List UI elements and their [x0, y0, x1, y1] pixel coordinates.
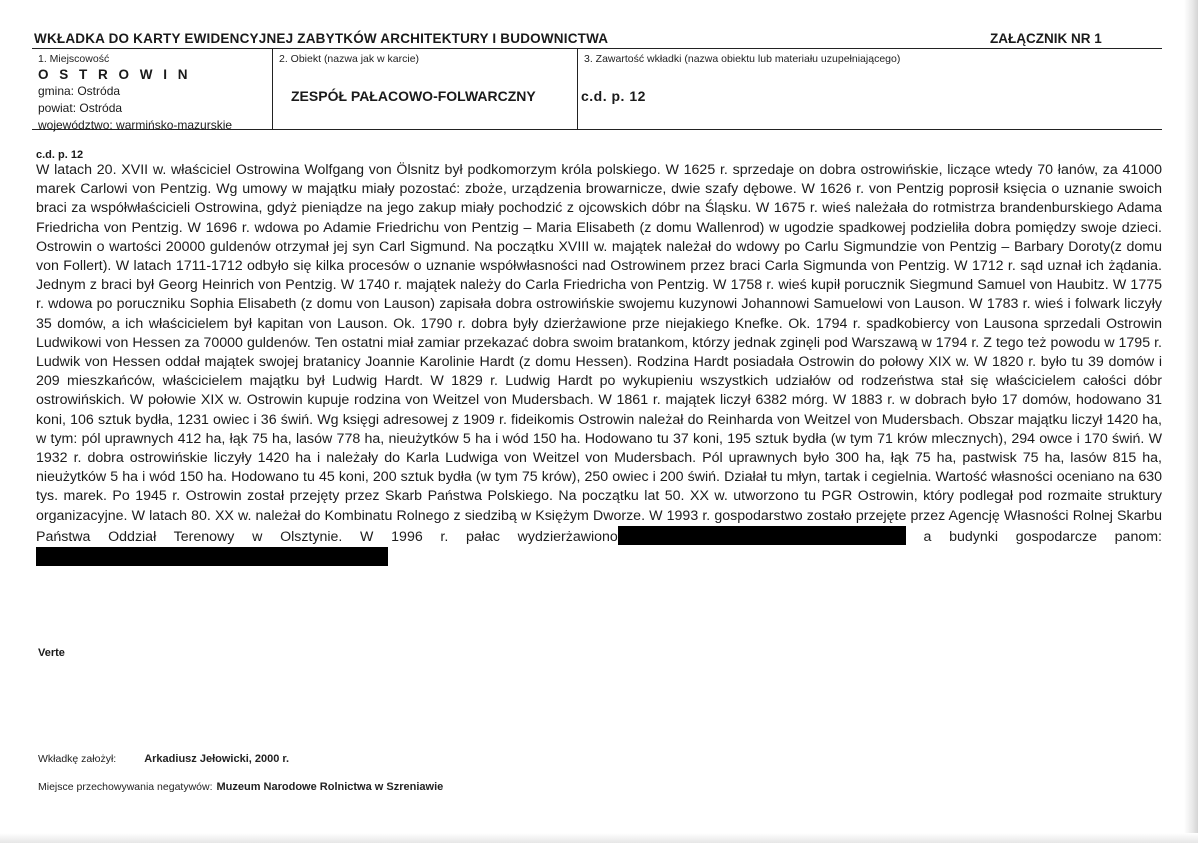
location-wojewodztwo: województwo: warmińsko-mazurskie	[38, 118, 233, 132]
annex-number: ZAŁĄCZNIK NR 1	[990, 31, 1102, 46]
storage-line	[38, 781, 443, 793]
verte-label: Verte	[38, 647, 65, 659]
founder-value: Arkadiusz Jełowicki, 2000 r.	[144, 753, 290, 765]
storage-value: Muzeum Narodowe Rolnictwa w Szreniawie	[216, 781, 444, 793]
storage-label: Miejsce przechowywania negatywów:	[38, 781, 213, 793]
founder-label: Wkładkę założył:	[38, 753, 117, 765]
history-paragraph: W latach 20. XVII w. właściciel Ostrowina Wolfgang von Ölsnitz był podkomorzym króla polskiego. W 1625 r. sprzedaje on dobra ostrowińskie, liczące wtedy 70 łanów, za 41000 marek Carlowi von Pentzig. Wg umowy w majątku miały pozostać: zboże, urządzenia browarnicze, dwie szafy dębowe. W 1626 r. von Pentzig poprosił księcia o uznanie swoich braci za współwłaścicieli Ostrowina, gdyż pieniądze na jego zakup miały pochodzić z ojcowskich dóbr na Śląsku. W 1675 r. wieś należała do rotmistrza brandenburskiego Adama Friedricha von Pentzig. W 1696 r. wdowa po Adamie Friedrichu von Pentzig – Maria Elisabeth (z domu Wallenrod) w ugodzie spadkowej podzieliła dobra pomiędzy swoje dzieci. Ostrowin o wartości 20000 guldenów otrzymał jej syn Carl Sigmund. Na początku XVIII w. majątek należał do wdowy po Carlu Sigmundzie von Pentzig – Barbary Doroty(z domu von Follert). W latach 1711-1712 odbyło się kilka procesów o uznanie współwłasności nad Ostrowinem przez braci Carla Sigmunda von Pentzig. W 1712 r. sąd uznał ich żądania. Jednym z braci był Georg Heinrich von Pentzig. W 1740 r. majątek należy do Carla Friedricha von Pentzig. W 1758 r. wieś kupił porucznik Siegmund Samuel von Haubitz. W 1775 r. wdowa po poruczniku Sophia Elisabeth (z domu von Lauson) zapisała dobra ostrowińskie swojemu kuzynowi Johannowi Samuelowi von Lauson. W 1783 r. wieś i folwark liczyły 35 domów, a ich właścicielem był kapitan von Lauson. Ok. 1790 r. dobra były dzierżawione prze niejakiego Knefke. Ok. 1794 r. spadkobiercy von Lausona sprzedali Ostrowin Ludwikowi von Hessen za 70000 guldenów. Ten ostatni miał zamiar przekazać dobra swoim bratankom, którzy jednak zginęli pod Warszawą w 1794 r. Z tego też powodu w 1795 r. Ludwik von Hessen oddał majątek swojej bratanicy Joannie Karolinie Hardt (z domu Hessen). Rodzina Hardt posiadała Ostrowin do połowy XIX w. W 1820 r. było tu 39 domów i 209 mieszkańców, właścicielem majątku był Ludwig Hardt. W 1829 r. Ludwig Hardt po wykupieniu wszystkich udziałów od rodzeństwa stał się właścicielem całości dóbr ostrowińskich. W połowie XIX w. Ostrowin kupuje rodzina von Weitzel von Mudersbach. W 1861 r. majątek liczył 6382 mórg. W 1883 r. w dobrach było 17 domów, hodowano 31 koni, 106 sztuk bydła, 1231 owiec i 36 świń. Wg księgi adresowej z 1909 r. fideikomis Ostrowin należał do Reinharda von Weitzel von Mudersbach. Obszar majątku liczył 1420 ha, w tym: pól uprawnych 412 ha, łąk 75 ha, lasów 778 ha, nieużytków 5 ha i wód 150 ha. Hodowano tu 37 koni, 195 sztuk bydła (w tym 71 krów mlecznych), 294 owce i 170 świń. W 1932 r. dobra ostrowińskie liczyły 1420 ha i należały do Karla Ludwiga von Weitzel von Mudersbach. Pól uprawnych było 300 ha, łąk 75 ha, pastwisk 75 ha, lasów 815 ha, nieużytków 5 ha i wód 150 ha. Hodowano tu 45 koni, 200 sztuk bydła (w tym 75 krów), 250 owiec i 200 świń. Działał tu młyn, tartak i cegielnia. Wartość własności oceniano na 630 tys. marek. Po 1945 r. Ostrowin został przejęty przez Skarb Państwa Polskiego. Na początku lat 50. XX w. utworzono tu PGR Ostrowin, który podlegał pod rozmaite struktury organizacyjne. W latach 80. XX w. należał do Kombinatu Rolnego z siedzibą w Księżym Dworze. W 1993 r. gospodarstwo zostało przejęte przez Agencję Własności Rolnej Skarbu Państwa Oddział Terenowy w Olsztynie. W 1996 r. pałac wydzierżawiono	[36, 162, 1162, 545]
location-field	[32, 49, 272, 132]
content-value: c.d. p. 12	[581, 88, 646, 104]
object-name: ZESPÓŁ PAŁACOWO-FOLWARCZNY	[291, 88, 536, 104]
header-fields-table	[32, 48, 1162, 130]
founder-line	[38, 753, 289, 765]
scan-edge-bottom	[0, 833, 1198, 843]
history-paragraph-middle: a budynki gospodarcze panom:	[905, 528, 1162, 545]
location-label: 1. Miejscowość	[38, 53, 110, 65]
redaction-bar	[36, 547, 388, 566]
scan-edge	[1184, 0, 1198, 843]
object-field	[272, 49, 578, 129]
location-gmina: gmina: Ostróda	[38, 84, 121, 98]
continuation-label: c.d. p. 12	[36, 149, 84, 161]
history-text	[36, 161, 1162, 568]
location-name: O S T R O W I N	[38, 67, 191, 82]
location-powiat: powiat: Ostróda	[38, 101, 123, 115]
document-title: WKŁADKA DO KARTY EWIDENCYJNEJ ZABYTKÓW ARCHITEKTURY I BUDOWNICTWA	[34, 31, 609, 46]
object-label: 2. Obiekt (nazwa jak w karcie)	[279, 53, 420, 65]
redaction-bar	[618, 526, 906, 545]
content-field	[577, 49, 1163, 129]
content-label: 3. Zawartość wkładki (nazwa obiektu lub materiału uzupełniającego)	[584, 53, 901, 65]
